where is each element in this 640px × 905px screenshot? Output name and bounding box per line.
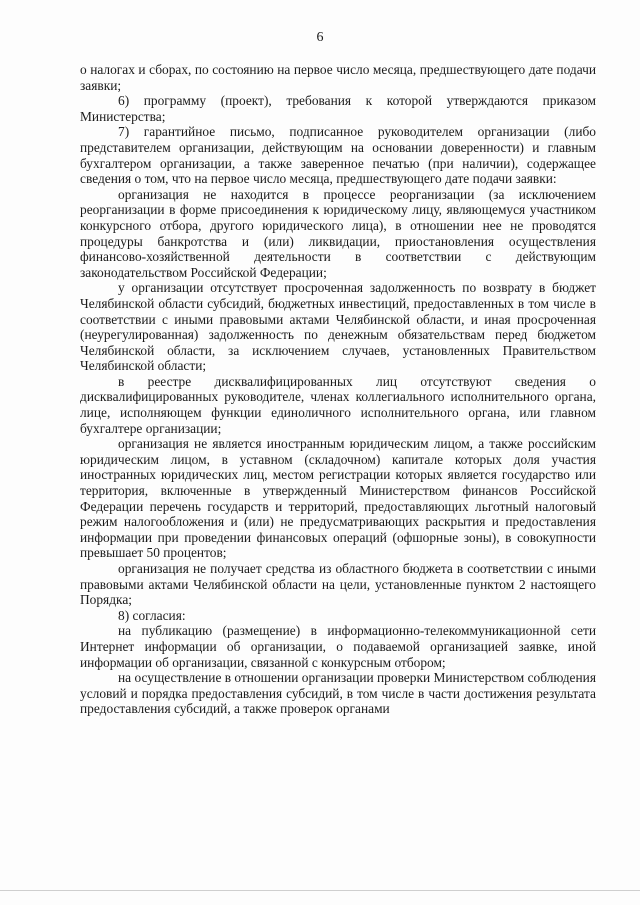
- paragraph-no-reorganization: организация не находится в процессе реорганизации (за исключением реорганизации в форме присоединения к юридическому лицу, являющемуся участником конкурсного отбора, другого юридического лица), в отношении нее не проводятся процедуры банкротства и (или) ликвидации, приостановления осуществления финансово-хозяйственной деятельности в соответствии с действующим законодательством Российской Федерации;: [80, 186, 596, 280]
- paragraph-consent-inspection: на осуществление в отношении организации проверки Министерством соблюдения условий и порядка предоставления субсидий, в том числе в части достижения результата предоставления субсидий, а также проверок органами: [80, 670, 596, 717]
- paragraph-tax-arrears-continuation: о налогах и сборах, по состоянию на первое число месяца, предшествующего дате подачи заявки;: [80, 62, 596, 93]
- paragraph-item-6-program: 6) программу (проект), требования к которой утверждаются приказом Министерства;: [80, 93, 596, 124]
- paragraph-no-overdue-debt: у организации отсутствует просроченная задолженность по возврату в бюджет Челябинской области субсидий, бюджетных инвестиций, предоставленных в том числе в соответствии с иными правовыми актами Челябинской области, и иная просроченная (неурегулированная) задолженность по денежным обязательствам перед бюджетом Челябинской области, за исключением случаев, установленных Правительством Челябинской области;: [80, 280, 596, 374]
- paragraph-consent-publication: на публикацию (размещение) в информационно-телекоммуникационной сети Интернет информации об организации, о подаваемой организацией заявке, иной информации об организации, связанной с конкурсным отбором;: [80, 623, 596, 670]
- page-bottom-edge: [0, 890, 640, 891]
- paragraph-not-foreign-entity: организация не является иностранным юридическим лицом, а также российским юридическим лицом, в уставном (складочном) капитале которых доля участия иностранных юридических лиц, местом регистрации которых является государство или территория, включенные в утвержденный Министерством финансов Российской Федерации перечень государств и территорий, предоставляющих льготный налоговый режим налогообложения и (или) не предусматривающих раскрытия и предоставления информации при проведении финансовых операций (офшорные зоны), в совокупности превышает 50 процентов;: [80, 436, 596, 561]
- paragraph-no-other-regional-funds: организация не получает средства из областного бюджета в соответствии с иными правовыми актами Челябинской области на цели, установленные пунктом 2 настоящего Порядка;: [80, 561, 596, 608]
- page-number: 6: [316, 30, 324, 45]
- paragraph-item-8-consents: 8) согласия:: [118, 607, 186, 623]
- document-body: [80, 62, 596, 717]
- paragraph-disqualified-persons-registry: в реестре дисквалифицированных лиц отсутствуют сведения о дисквалифицированных руководителе, членах коллегиального исполнительного органа, лице, исполняющем функции единоличного исполнительного органа, или главном бухгалтере организации;: [80, 373, 596, 436]
- paragraph-item-7-guarantee-letter: 7) гарантийное письмо, подписанное руководителем организации (либо представителем организации, действующим на основании доверенности) и главным бухгалтером организации, а также заверенное печатью (при наличии), содержащее сведения о том, что на первое число месяца, предшествующего дате подачи заявки:: [80, 124, 596, 187]
